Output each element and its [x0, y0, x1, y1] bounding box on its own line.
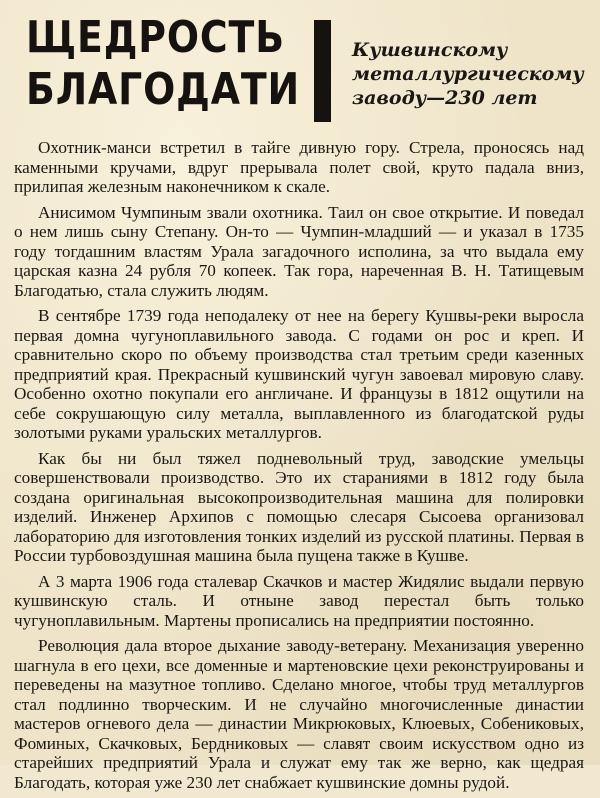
article-paragraph-1: Охотник-манси встретил в тайге дивную гору. Стрела, проносясь над каменными кручами, вдруг прерывала полет свой, круто падала вниз, прилипая железным наконечником к скале.	[14, 138, 584, 196]
article-paragraph-4: Как бы ни был тяжел подневольный труд, заводские умельцы совершенствовали производство. Это их стараниями в 1812 году была создана оригинальная высокопроизводительная машина для полировки изделий. Инженер Архипов с помощью слесаря Сысоева организовал лабораторию для изготовления тонких изделий из русской платины. Первая в России турбовоздушная машина была пущена также в Кушве.	[14, 448, 584, 565]
article-paragraph-5: А 3 марта 1906 года сталевар Скачков и мастер Жидялис выдали первую кушвинскую сталь. И отныне завод перестал быть только чугуноплавильным. Мартены прописались на предприятии постоянно.	[14, 571, 584, 630]
dedication-line-3: заводу—230 лет	[352, 87, 538, 109]
header-divider-bar	[314, 20, 331, 122]
article-header	[0, 0, 600, 128]
article-body	[14, 138, 584, 798]
dedication-line-2: металлургическому	[352, 63, 584, 85]
article-dedication	[352, 38, 592, 110]
dedication-line-1: Кушвинскому	[352, 39, 508, 61]
title-line-2: БЛАГОДАТИ	[26, 64, 301, 115]
article-title	[26, 12, 301, 116]
title-line-1: ЩЕДРОСТЬ	[26, 12, 285, 63]
article-paragraph-3: В сентябре 1739 года неподалеку от нее на берегу Кушвы-реки выросла первая домна чугуноплавильного завода. С годами он рос и креп. И сравнительно скоро по объему производства стал третьим среди казенных предприятий края. Прекрасный кушвинский чугун завоевал мировую славу. Особенно охотно покупали его англичане. И французы в 1812 ощутили на себе сокрушающую силу металла, выплавленного из благодатской руды золотыми руками уральских металлургов.	[14, 306, 584, 442]
article-paragraph-6: Революция дала второе дыхание заводу-ветерану. Механизация уверенно шагнула в его цехи, все доменные и мартеновские цехи реконструированы и переведены на мазутное топливо. Сделано многое, чтобы труд металлургов стал подлинно творческим. И не случайно многочисленные династии мастеров огневого дела — династии Микрюковых, Клюевых, Собениковых, Фоминых, Скачковых, Бердниковых — славят своим искусством одно из старейших предприятий Урала и служат ему так же верно, как щедрая Благодать, которая уже 230 лет снабжает кушвинские домны рудой.	[14, 636, 584, 792]
article-paragraph-2: Анисимом Чумпиным звали охотника. Таил он свое открытие. И поведал о нем лишь сыну Степану. Он-то — Чумпин-младший — и указал в 1735 году тогдашним властям Урала загадочного исполина, за что выдала ему царская казна 24 рубля 70 копеек. Так гора, нареченная В. Н. Татищевым Благодатью, стала служить людям.	[14, 202, 584, 300]
